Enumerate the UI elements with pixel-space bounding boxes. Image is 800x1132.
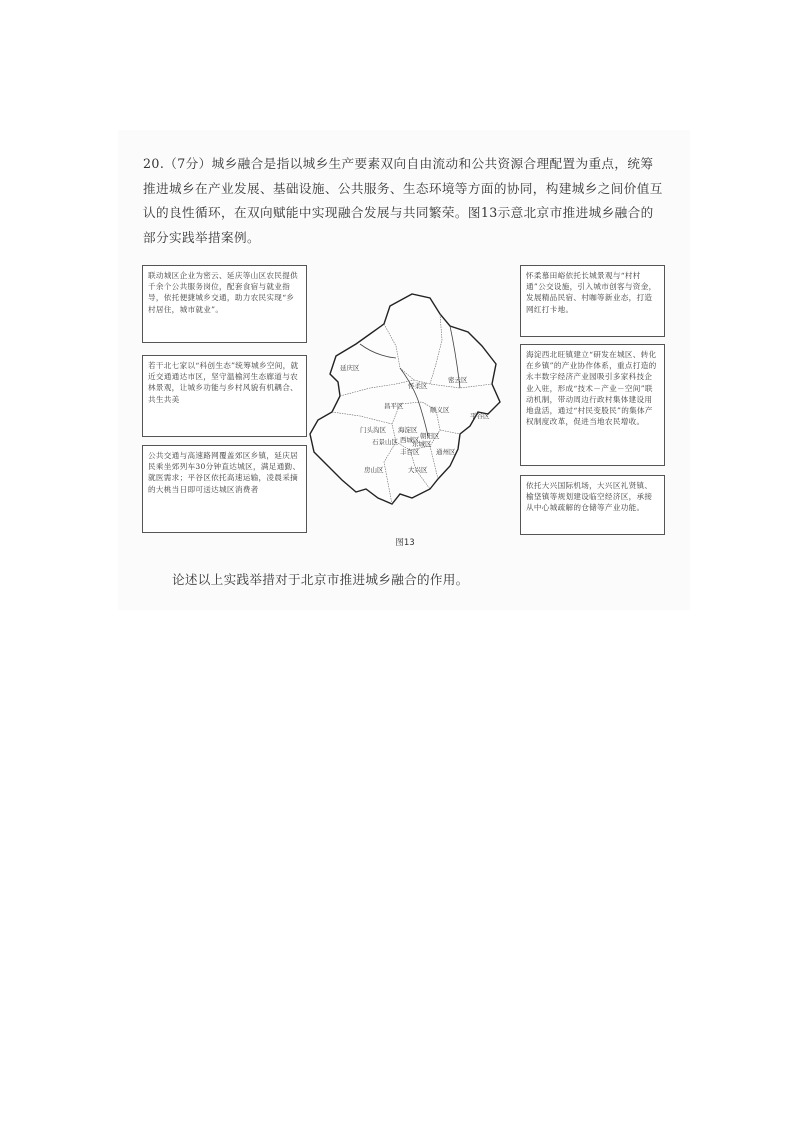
label-fangshan: 房山区 (364, 466, 384, 474)
label-haidian: 海淀区 (398, 426, 418, 434)
label-yanqing: 延庆区 (340, 364, 360, 372)
label-dongcheng: 东城区 (412, 440, 432, 448)
figure-caption: 图13 (395, 538, 415, 548)
label-fengtai: 丰台区 (400, 448, 420, 456)
label-shijingshan: 石景山区 (372, 438, 398, 446)
question-prompt: 论述以上实践举措对于北京市推进城乡融合的作用。 (172, 572, 469, 587)
beijing-outline (310, 294, 500, 504)
beijing-district-map (300, 284, 520, 514)
label-huairou: 怀柔区 (408, 382, 428, 390)
label-miyun: 密云区 (448, 376, 468, 384)
label-mentougou: 门头沟区 (360, 426, 386, 434)
case-box-tourism: 怀柔慕田峪依托长城景观与“村村通”公交设施，引入城市创客与资金，发展精品民宿、村咖等新业态，打造网红打卡地。 (520, 265, 665, 337)
label-tongzhou: 通州区 (436, 448, 456, 456)
case-box-industry: 海淀西北旺镇建立“研发在城区、转化在乡镇”的产业协作体系，重点打造的永丰数字经济产业园吸引多家科技企业入驻，形成“技术－产业－空间”联动机制，带动周边行政村集体建设用地盘活，通过“村民变股民”的集体产权制度改革，促进当地农民增收。 (520, 344, 665, 466)
label-changping: 昌平区 (384, 402, 404, 410)
label-shunyi: 顺义区 (430, 406, 450, 414)
label-xicheng: 西城区 (400, 436, 420, 444)
question-stem: 20.（7分）城乡融合是指以城乡生产要素双向自由流动和公共资源合理配置为重点，统筹推进城乡在产业发展、基础设施、公共服务、生态环境等方面的协同，构建城乡之间价值互认的良性循环，在双向赋能中实现融合发展与共同繁荣。图13示意北京市推进城乡融合的部分实践举措案例。 (143, 156, 663, 245)
label-daxing: 大兴区 (408, 466, 428, 474)
case-box-transport: 公共交通与高速路网覆盖郊区乡镇，延庆居民乘坐郊列车30分钟直达城区，满足通勤、就医需求；平谷区依托高速运输，凌晨采摘的大桃当日即可送达城区消费者 (142, 445, 307, 533)
case-box-ecology: 若干北七家以“科创生态”统筹城乡空间，就近交通通达市区，坚守温榆河生态廊道与农林景观，让城乡功能与乡村风貌有机耦合、共生共美 (142, 355, 307, 437)
case-box-airport: 依托大兴国际机场，大兴区礼贤镇、榆垡镇等规划建设临空经济区，承接从中心城疏解的仓储等产业功能。 (520, 475, 665, 535)
case-box-rural-employment: 联动城区企业为密云、延庆等山区农民提供千余个公共服务岗位，配套食宿与就业指导，依托便捷城乡交通，助力农民实现“乡村居住，城市就业”。 (142, 265, 307, 343)
label-pinggu: 平谷区 (470, 412, 490, 420)
label-chaoyang: 朝阳区 (420, 432, 440, 440)
